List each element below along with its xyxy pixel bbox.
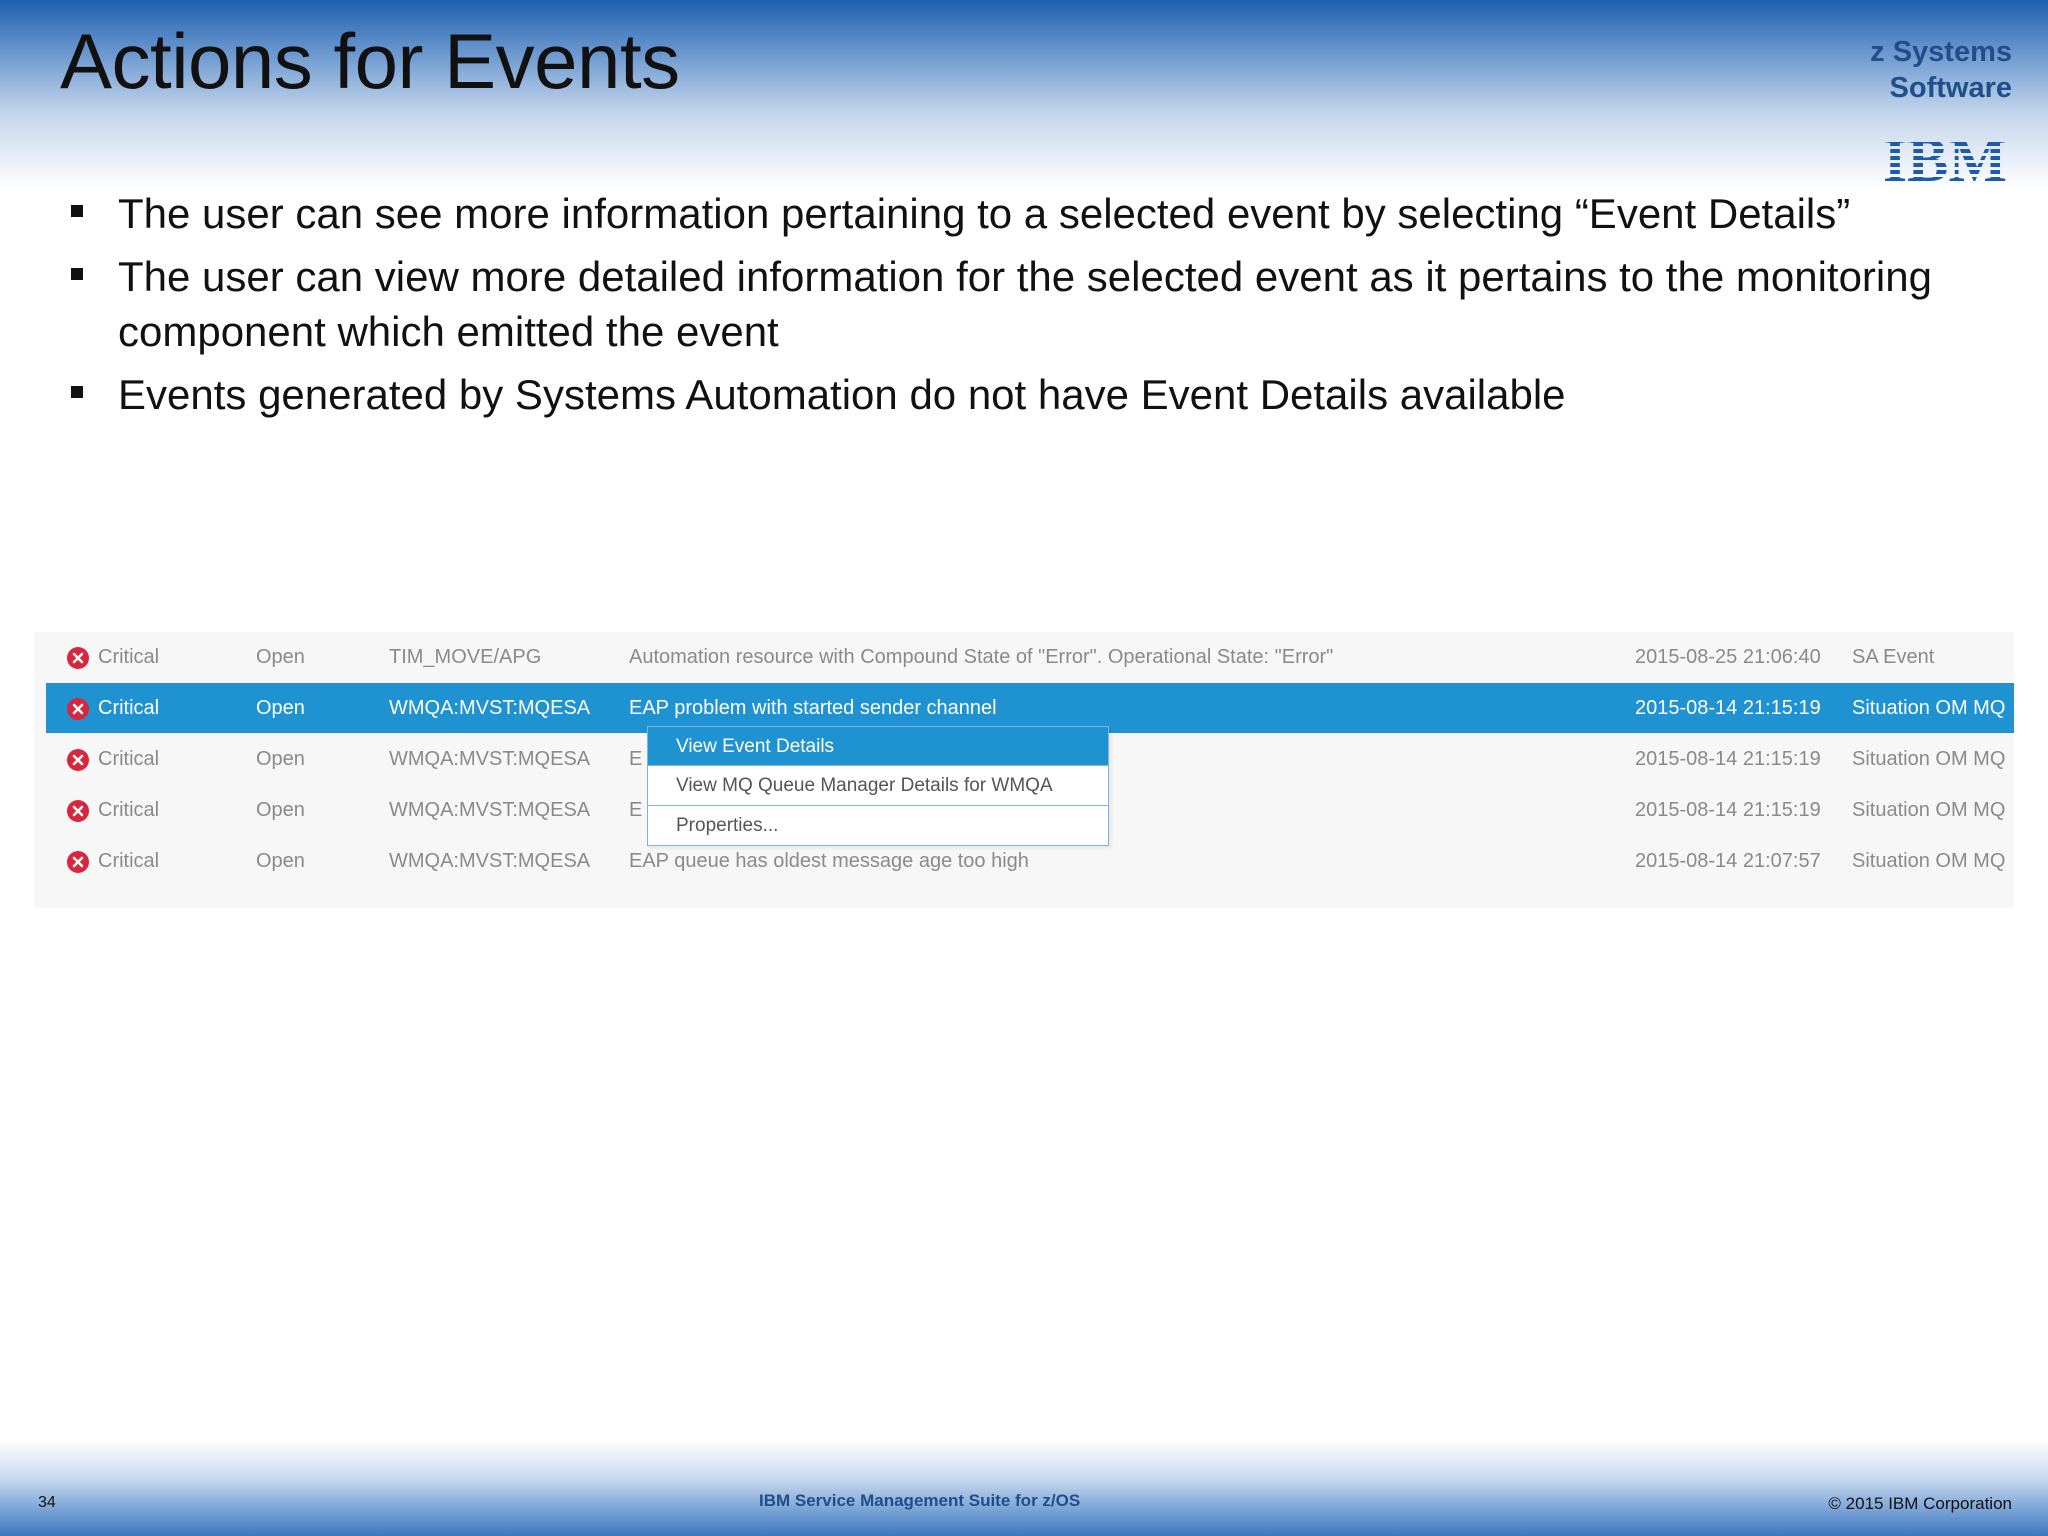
bullet-marker-icon [71,386,83,398]
footer-band [0,1440,2048,1536]
event-type: Situation OM MQ [1852,850,2006,872]
bullet-marker-icon [71,268,83,280]
menu-item-label: Properties... [676,815,779,836]
event-summary: EAP problem with started sender channel [629,697,997,719]
event-summary: E [629,799,643,821]
ibm-logo-icon [1878,128,2012,184]
event-time: 2015-08-14 21:15:19 [1635,748,1821,770]
event-list-screenshot [34,632,2014,908]
ibm-logo-text: IBM [1883,128,2007,184]
bullet-list [68,186,1968,430]
critical-x-icon [66,748,90,772]
event-status: Open [256,697,305,719]
critical-x-icon [66,799,90,823]
event-node: WMQA:MVST:MQESA [389,850,591,872]
event-summary: EAP queue has oldest message age too high [629,850,1029,872]
footer-copyright: © 2015 IBM Corporation [1828,1494,2012,1513]
footer-product: IBM Service Management Suite for z/OS [759,1491,1081,1510]
event-row[interactable] [46,632,2014,682]
slide-title: Actions for Events [60,17,680,105]
menu-item-view-mq-details[interactable] [648,766,1108,804]
event-type: Situation OM MQ [1852,799,2006,821]
event-severity: Critical [98,646,160,668]
event-type: SA Event [1852,646,1935,668]
menu-item-view-event-details[interactable] [648,727,1108,765]
event-summary: E [629,748,643,770]
brand-line-2: Software [1889,72,2012,104]
bullet-item [68,249,1968,359]
event-type: Situation OM MQ [1852,697,2006,719]
event-node: WMQA:MVST:MQESA [389,697,591,719]
bullet-text: The user can view more detailed information for the selected event as it pertains to the monitoring component which emitted the event [118,253,1932,355]
event-summary: Automation resource with Compound State of "Error". Operational State: "Error" [629,646,1334,668]
event-node: TIM_MOVE/APG [389,646,542,668]
event-time: 2015-08-14 21:15:19 [1635,697,1821,719]
event-time: 2015-08-14 21:07:57 [1635,850,1821,872]
event-severity: Critical [98,799,160,821]
event-severity: Critical [98,850,160,872]
bullet-text: Events generated by Systems Automation do not have Event Details available [118,371,1566,418]
event-severity: Critical [98,748,160,770]
menu-item-label: View Event Details [676,736,835,757]
event-node: WMQA:MVST:MQESA [389,748,591,770]
bullet-item [68,186,1968,241]
critical-x-icon [66,646,90,670]
menu-item-properties[interactable] [648,806,1108,844]
bullet-item [68,367,1968,422]
menu-item-label: View MQ Queue Manager Details for WMQA [676,775,1053,796]
bullet-text: The user can see more information pertaining to a selected event by selecting “Event Details” [118,190,1851,237]
event-status: Open [256,799,305,821]
critical-x-icon [66,850,90,874]
critical-x-icon [66,697,90,721]
page-number: 34 [38,1494,56,1511]
event-time: 2015-08-25 21:06:40 [1635,646,1821,668]
brand-line-1: z Systems [1870,36,2012,68]
brand-label [1870,34,2012,106]
event-severity: Critical [98,697,160,719]
event-status: Open [256,646,305,668]
bullet-marker-icon [71,205,83,217]
context-menu [647,726,1109,846]
event-status: Open [256,850,305,872]
event-type: Situation OM MQ [1852,748,2006,770]
event-status: Open [256,748,305,770]
event-time: 2015-08-14 21:15:19 [1635,799,1821,821]
event-node: WMQA:MVST:MQESA [389,799,591,821]
